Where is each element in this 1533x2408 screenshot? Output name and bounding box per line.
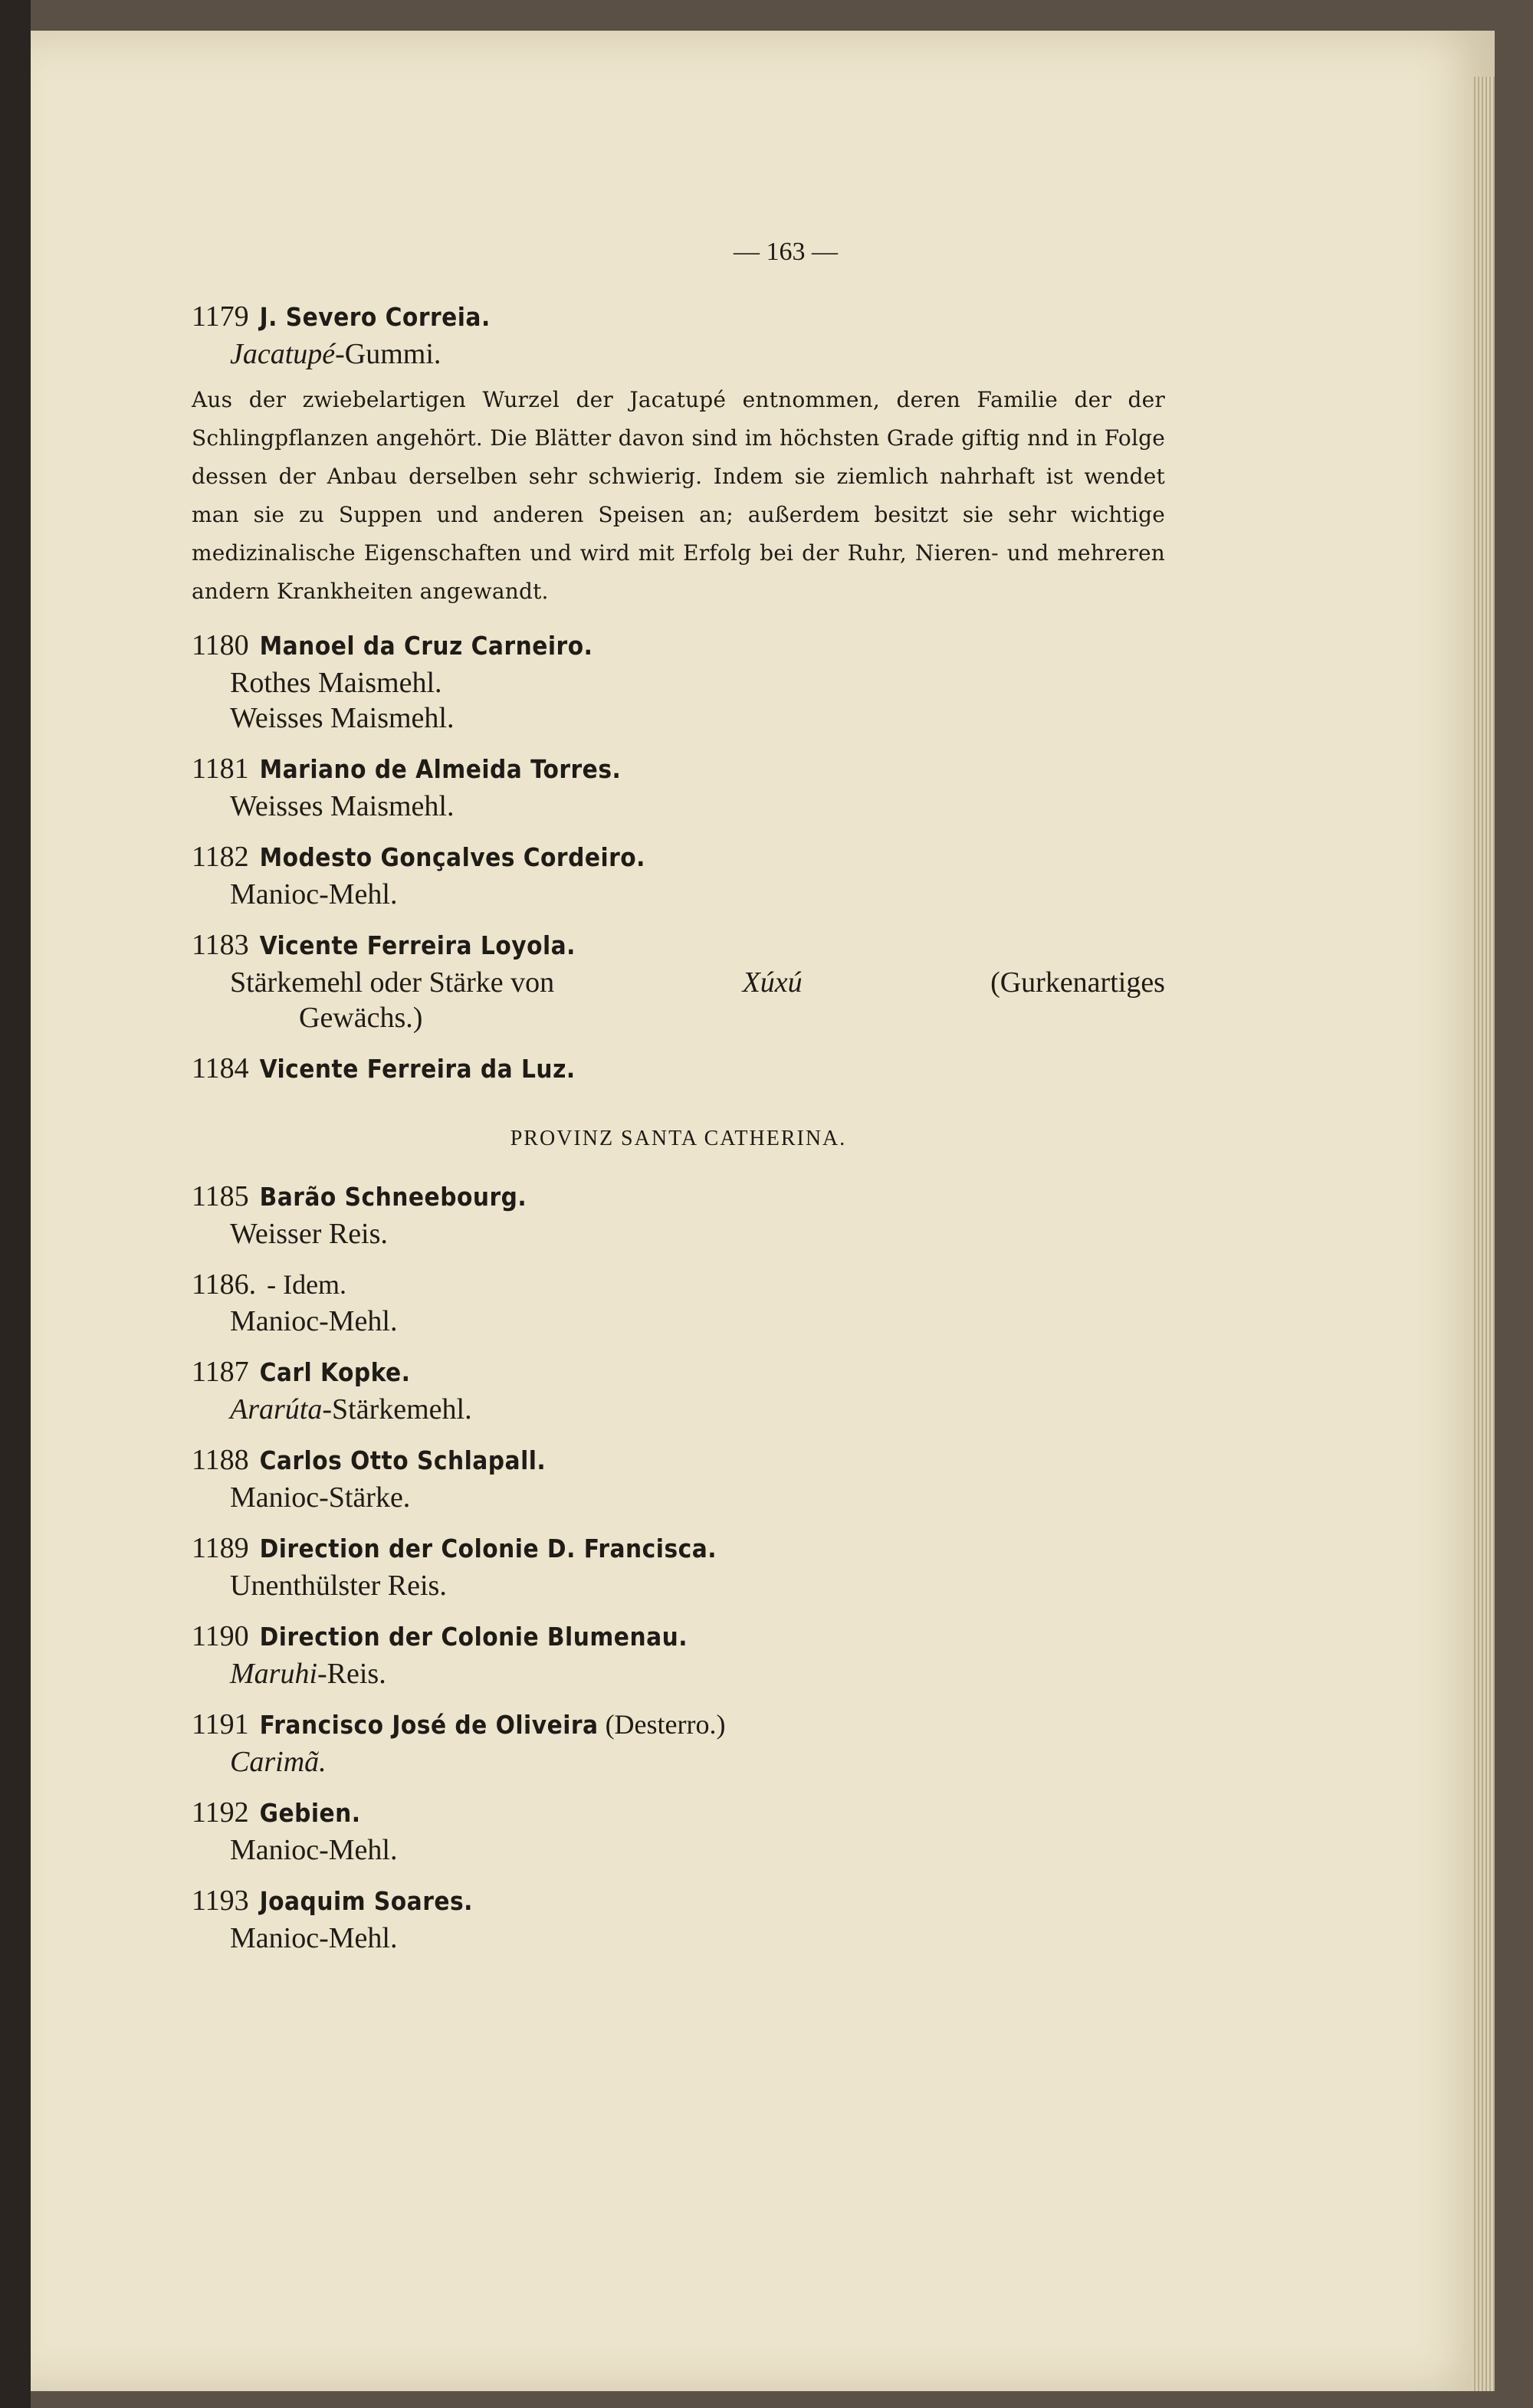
entry-1183 <box>192 926 1165 1035</box>
product-line: Unenthülster Reis. <box>230 1570 447 1602</box>
exhibitor-name: Francisco José de Oliveira <box>259 1710 599 1740</box>
entry-number: 1190 <box>192 1620 249 1652</box>
entry-number: 1185 <box>192 1180 249 1212</box>
exhibitor-name: Modesto Gonçalves Cordeiro. <box>259 842 645 872</box>
section-heading: PROVINZ SANTA CATHERINA. <box>510 1127 847 1150</box>
entry-number: 1179 <box>192 300 249 333</box>
exhibitor-name: Vicente Ferreira da Luz. <box>259 1054 576 1084</box>
product-line: Jacatupé-Gummi. <box>230 338 442 370</box>
entry-number: 1181 <box>192 753 249 785</box>
entry-1191 <box>192 1705 1165 1780</box>
page-edges <box>1472 77 1495 2391</box>
exhibitor-name: Vicente Ferreira Loyola. <box>259 930 576 960</box>
entry-1184 <box>192 1049 1165 1088</box>
entry-1192 <box>192 1793 1165 1868</box>
entry-1179 <box>192 297 1165 611</box>
product-line: Manioc-Mehl. <box>230 1305 398 1337</box>
book-spine <box>0 0 31 2408</box>
entry-1189 <box>192 1529 1165 1603</box>
exhibitor-name: Mariano de Almeida Torres. <box>259 754 622 784</box>
exhibitor-name: J. Severo Correia. <box>259 302 491 332</box>
product-line: Manioc-Mehl. <box>230 1922 398 1954</box>
product-line: Rothes Maismehl. <box>230 667 442 699</box>
entry-number: 1180 <box>192 629 249 661</box>
entry-1193 <box>192 1881 1165 1956</box>
entry-number: 1192 <box>192 1796 249 1829</box>
entry-1181 <box>192 750 1165 824</box>
exhibitor-name: Direction der Colonie D. Francisca. <box>259 1534 717 1563</box>
entry-number: 1186. <box>192 1268 257 1301</box>
entry-number: 1191 <box>192 1708 249 1740</box>
exhibitor-name: Joaquim Soares. <box>259 1886 473 1916</box>
entry-number: 1187 <box>192 1356 249 1388</box>
entry-number: 1182 <box>192 841 249 873</box>
product-description: Aus der zwiebelartigen Wurzel der Jacatupé entnommen, deren Familie der der Schlingpflanzen angehört. Die Blätter davon sind im höchsten Grade giftig nnd in Folge dessen der Anbau derselben sehr schwierig. Indem sie ziemlich nahrhaft ist wendet man sie zu Suppen und anderen Speisen an; außerdem besitzt sie sehr wichtige medizinalische Eigenschaften und wird mit Erfolg bei der Ruhr, Nieren- und mehreren andern Krankheiten angewandt. <box>192 387 1165 604</box>
entry-number: 1193 <box>192 1885 249 1917</box>
exhibitor-name: Barão Schneebourg. <box>259 1182 527 1212</box>
exhibitor-name: Carlos Otto Schlapall. <box>259 1445 547 1475</box>
product-line: Weisser Reis. <box>230 1218 388 1250</box>
product-line: Maruhi-Reis. <box>230 1658 386 1690</box>
entry-number: 1189 <box>192 1532 249 1564</box>
product-line: Ararúta-Stärkemehl. <box>230 1393 472 1425</box>
entry-1185 <box>192 1177 1165 1252</box>
entry-number: 1184 <box>192 1052 249 1084</box>
product-line: Manioc-Stärke. <box>230 1481 411 1514</box>
entry-1186 <box>192 1265 1165 1339</box>
product-line: Manioc-Mehl. <box>230 878 398 910</box>
entry-number: 1188 <box>192 1444 249 1476</box>
product-line: Weisses Maismehl. <box>230 702 455 734</box>
product-line: Stärkemehl oder Stärke von Xúxú (Gurkenartiges <box>230 966 1165 999</box>
entry-number: 1183 <box>192 929 249 961</box>
exhibitor-name: Manoel da Cruz Carneiro. <box>259 631 593 661</box>
page-number: — 163 — <box>734 238 838 266</box>
page-content <box>192 238 1165 1970</box>
location: (Desterro.) <box>605 1709 726 1740</box>
product-line: Carimã. <box>230 1746 327 1778</box>
entry-1180 <box>192 626 1165 736</box>
exhibitor-name: Direction der Colonie Blumenau. <box>259 1622 688 1652</box>
product-line: Manioc-Mehl. <box>230 1834 398 1866</box>
entry-1187 <box>192 1353 1165 1427</box>
entry-1188 <box>192 1441 1165 1515</box>
exhibitor-name: Carl Kopke. <box>259 1357 411 1387</box>
entry-1182 <box>192 838 1165 912</box>
exhibitor-name: Gebien. <box>259 1798 361 1828</box>
product-line-continued: Gewächs.) <box>299 1002 423 1034</box>
product-line: Weisses Maismehl. <box>230 790 455 822</box>
entry-1190 <box>192 1617 1165 1691</box>
entry-suffix: - Idem. <box>267 1269 347 1300</box>
